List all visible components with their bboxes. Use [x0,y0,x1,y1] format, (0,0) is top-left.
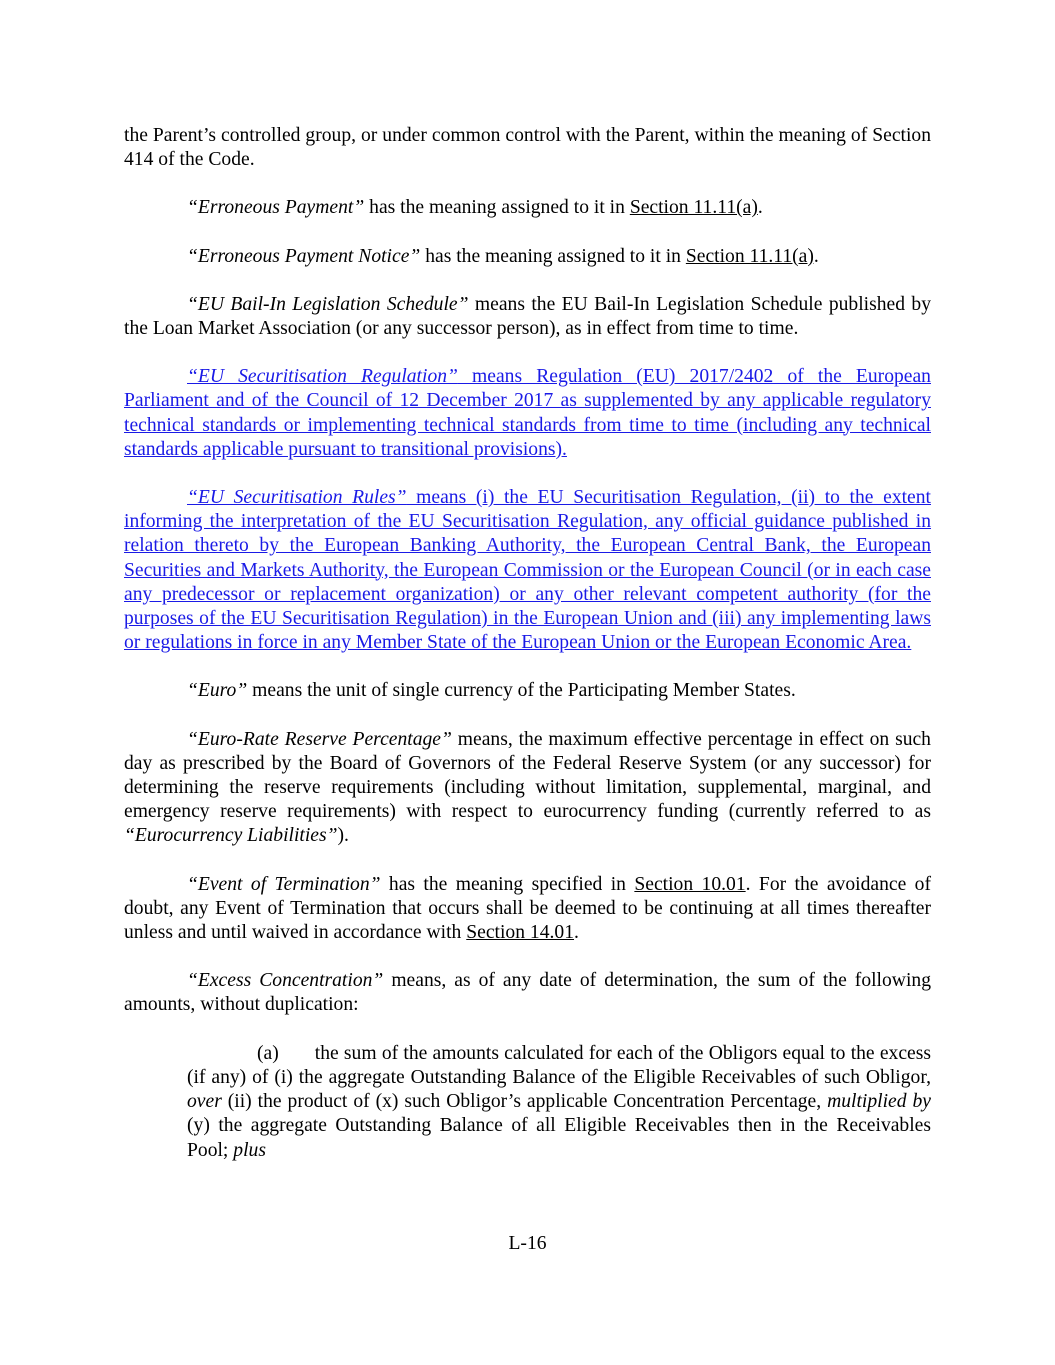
definition-event-of-termination [124,873,931,946]
definition-text: has the meaning assigned to it in [364,197,630,219]
punctuation: . [813,245,819,267]
definition-eu-securitisation-regulation [124,365,931,462]
emphasis: over [187,1091,222,1113]
definition-text: means Regulation (EU) 2017/2402 of the European Parliament and of the Council of 12 December 2017 as supplemented by any applicable regulatory technical standards or implementing technical standards from time to time (including any technical standards applicable pursuant to transitional provisions). [124,366,931,460]
page-number: L-16 [508,1233,547,1254]
definition-text: means (i) the EU Securitisation Regulation, (ii) to the extent informing the interpretation of the EU Securitisation Regulation, any official guidance published in relation thereto by the European Banking Authority, the European Central Bank, the European Securities and Markets Authority, the European Commission or the European Council (or in each case any predecessor or replacement organization) or any other relevant competent authority (for the purposes of the EU Securitisation Regulation) in the European Union and (iii) any implementing laws or regulations in force in any Member State of the European Union or the European Economic Area. [124,487,931,654]
definition-eu-bail-in-schedule [124,293,931,341]
defined-term: “Erroneous Payment” [187,197,365,219]
definition-text: . For the avoidance of doubt, any Event of Termination that occurs shall be deemed to be continuing at all times thereafter unless and until waived in accordance with [124,873,931,944]
definition-eu-securitisation-rules [124,486,931,655]
clause-text: (ii) the product of (x) such Obligor’s applicable Concentration Percentage, [221,1091,828,1113]
punctuation: . [757,197,763,219]
clause-label: (a) [257,1042,279,1064]
definition-erroneous-payment-notice [124,245,931,269]
section-reference-link[interactable]: Section 11.11(a) [685,245,814,267]
definition-euro [124,679,931,703]
document-page [124,124,931,1163]
definition-excess-concentration [124,969,931,1017]
section-reference-link[interactable]: Section 10.01 [634,873,746,895]
defined-term: “Excess Concentration” [187,970,384,992]
definition-text: means, the maximum effective percentage in effect on such day as prescribed by the Board of Governors of the Federal Reserve System (or any successor) for determining the reserve requirements (including without limitation, supplemental, marginal, and emergency reserve requirements) with respect to eurocurrency funding (currently referred to as [124,728,931,823]
clause-a [187,1042,931,1163]
clause-text: (y) the aggregate Outstanding Balance of all Eligible Receivables then in the Receivables Pool; [187,1115,931,1161]
definition-text: means the EU Bail-In Legislation Schedule published by the Loan Market Association (or any successor person), as in effect from time to time. [124,293,932,340]
paragraph-text: the Parent’s controlled group, or under common control with the Parent, within the meaning of Section 414 of the Code. [124,125,931,171]
defined-term: “EU Securitisation Rules” [187,487,407,509]
paragraph-controlled-group [124,124,931,172]
definition-euro-rate-reserve-percentage [124,728,931,849]
defined-term: “Event of Termination” [187,873,381,895]
section-reference-link[interactable]: Section 14.01 [466,922,575,944]
defined-term: “Euro” [187,680,248,702]
defined-term: “Erroneous Payment Notice” [187,245,421,267]
inline-defined-term: “Eurocurrency Liabilities” [124,825,338,847]
emphasis: plus [233,1139,266,1161]
punctuation: ). [337,825,349,847]
emphasis: multiplied by [827,1091,931,1113]
clause-text: the sum of the amounts calculated for each of the Obligors equal to the excess (if any) of (i) the aggregate Outstanding Balance of the Eligible Receivables of such Obligor, [187,1042,931,1088]
defined-term: “Euro-Rate Reserve Percentage” [187,728,452,750]
definition-text: means the unit of single currency of the Participating Member States. [247,680,796,702]
defined-term: “EU Bail-In Legislation Schedule” [187,293,469,315]
definition-erroneous-payment [124,196,931,220]
punctuation: . [574,922,579,944]
section-reference-link[interactable]: Section 11.11(a) [629,197,758,219]
defined-term: “EU Securitisation Regulation” [187,366,458,388]
definition-text: has the meaning assigned to it in [420,245,686,267]
definition-text: has the meaning specified in [380,873,635,895]
definition-text: means, as of any date of determination, the sum of the following amounts, without duplication: [124,970,931,1016]
